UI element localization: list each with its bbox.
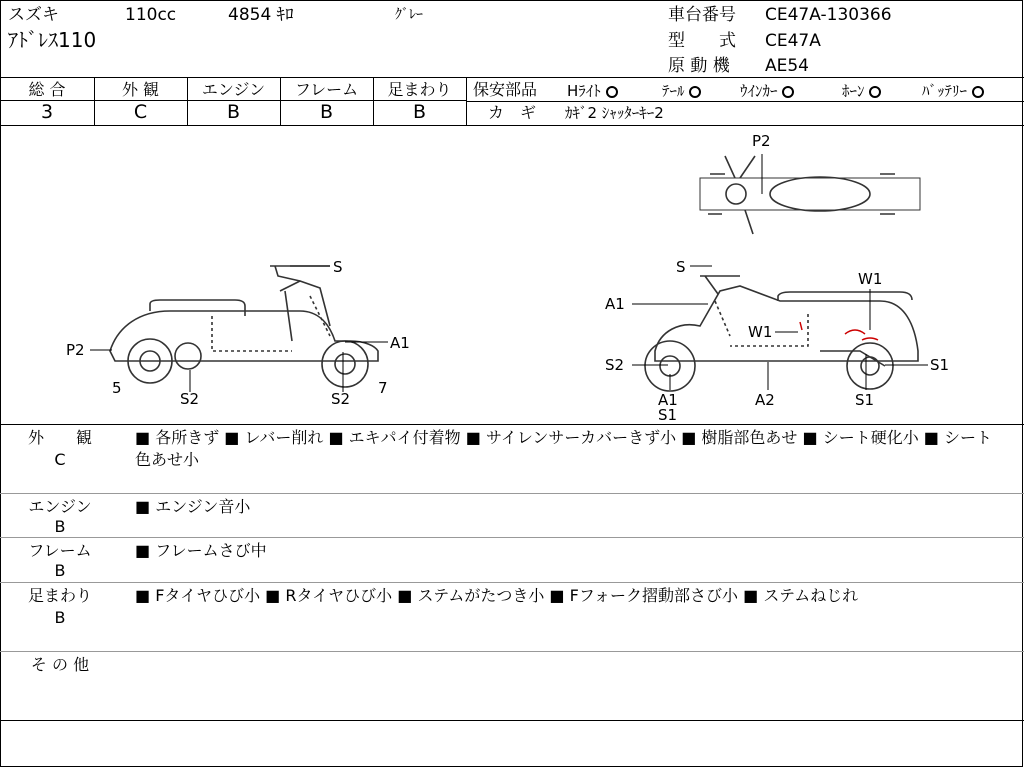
- scooter-damage-diagram: [0, 126, 1024, 424]
- remark-title-engine: エンジン: [28, 497, 92, 516]
- grade-engine: B: [226, 101, 241, 123]
- engine-value: AE54: [765, 56, 810, 76]
- remark-text-engine: ■ エンジン音小: [135, 497, 251, 516]
- left-label-s2-a: S2: [180, 390, 200, 408]
- grade-header-engine: エンジン: [201, 80, 266, 99]
- remark-title-exterior: 外 観: [27, 428, 92, 447]
- remark-text-suspension: ■ Fタイヤひび小 ■ Rタイヤひび小 ■ ステムがたつき小 ■ Fフォーク摺動部さび小 ■ ステムねじれ: [135, 586, 859, 605]
- remark-grade-engine: B: [54, 517, 66, 536]
- safety-headlight: Hﾗｲﾄ: [567, 81, 618, 101]
- safety-label: 保安部品: [473, 80, 538, 99]
- key-label: カ ギ: [488, 103, 537, 122]
- grade-frame: B: [319, 101, 334, 123]
- grade-suspension: B: [412, 101, 427, 123]
- safety-battery: ﾊﾞｯﾃﾘｰ: [922, 81, 984, 101]
- remark-grade-frame: B: [54, 561, 66, 580]
- left-label-a1: A1: [390, 334, 410, 352]
- top-view-scooter: [700, 156, 920, 234]
- right-label-s1-a: S1: [930, 356, 950, 374]
- right-label-s: S: [676, 258, 686, 276]
- left-label-s2-b: S2: [331, 390, 351, 408]
- frame-no-label: 車台番号: [668, 5, 736, 25]
- grade-header-overall: 総 合: [28, 80, 66, 99]
- displacement: 110cc: [125, 5, 177, 25]
- remark-text-frame: ■ フレームさび中: [135, 541, 267, 560]
- maker: スズキ: [8, 5, 59, 25]
- right-label-w1-a: W1: [858, 270, 883, 288]
- grade-header-exterior: 外 観: [121, 80, 160, 99]
- left-label-p2: P2: [66, 341, 85, 359]
- right-side-scooter: [645, 276, 918, 391]
- type-label: 型 式: [668, 31, 736, 51]
- ok-circle-icon: [689, 86, 701, 98]
- ok-circle-icon: [606, 86, 618, 98]
- grade-header-frame: フレーム: [294, 80, 359, 99]
- safety-horn: ﾎｰﾝ: [842, 81, 881, 101]
- left-label-s: S: [333, 258, 343, 276]
- key-value: ｶｷﾞ2 ｼｬｯﾀｰｷｰ2: [565, 104, 664, 122]
- remark-grade-suspension: B: [54, 608, 66, 627]
- remark-title-suspension: 足まわり: [27, 586, 92, 605]
- grade-header-suspension: 足まわり: [387, 80, 452, 99]
- right-label-p2: P2: [752, 132, 771, 150]
- color: ｸﾞﾚｰ: [395, 7, 423, 23]
- right-label-a1-b: A1: [658, 391, 678, 409]
- ok-circle-icon: [782, 86, 794, 98]
- remark-grade-exterior: C: [54, 450, 66, 469]
- frame-no: CE47A-130366: [765, 5, 892, 25]
- type-value: CE47A: [765, 31, 821, 51]
- engine-label: 原 動 機: [668, 56, 730, 76]
- mileage: 4854 ｷﾛ: [228, 5, 294, 25]
- damage-marks: [800, 322, 878, 340]
- safety-winker: ｳｲﾝｶｰ: [740, 81, 794, 101]
- remark-title-frame: フレーム: [28, 541, 92, 560]
- model-name: ｱﾄﾞﾚｽ110: [8, 28, 97, 52]
- right-label-s1-b: S1: [658, 406, 678, 424]
- right-label-w1-b: W1: [748, 323, 773, 341]
- safety-tail: ﾃｰﾙ: [662, 81, 701, 101]
- right-label-s1-c: S1: [855, 391, 875, 409]
- left-side-scooter: [110, 266, 378, 387]
- left-label-7: 7: [378, 379, 388, 397]
- right-label-a1-a: A1: [605, 295, 625, 313]
- grade-overall: 3: [40, 101, 54, 123]
- right-label-a2: A2: [755, 391, 775, 409]
- right-label-s2: S2: [605, 356, 625, 374]
- grade-exterior: C: [133, 101, 148, 123]
- remark-text-exterior: ■ 各所きず ■ レバー削れ ■ エキパイ付着物 ■ サイレンサーカバーきず小 ■ 樹脂部色あせ ■ シート硬化小 ■ シート色あせ小: [135, 428, 992, 469]
- ok-circle-icon: [972, 86, 984, 98]
- remark-title-other: そ の 他: [30, 655, 90, 674]
- ok-circle-icon: [869, 86, 881, 98]
- left-label-5: 5: [112, 379, 122, 397]
